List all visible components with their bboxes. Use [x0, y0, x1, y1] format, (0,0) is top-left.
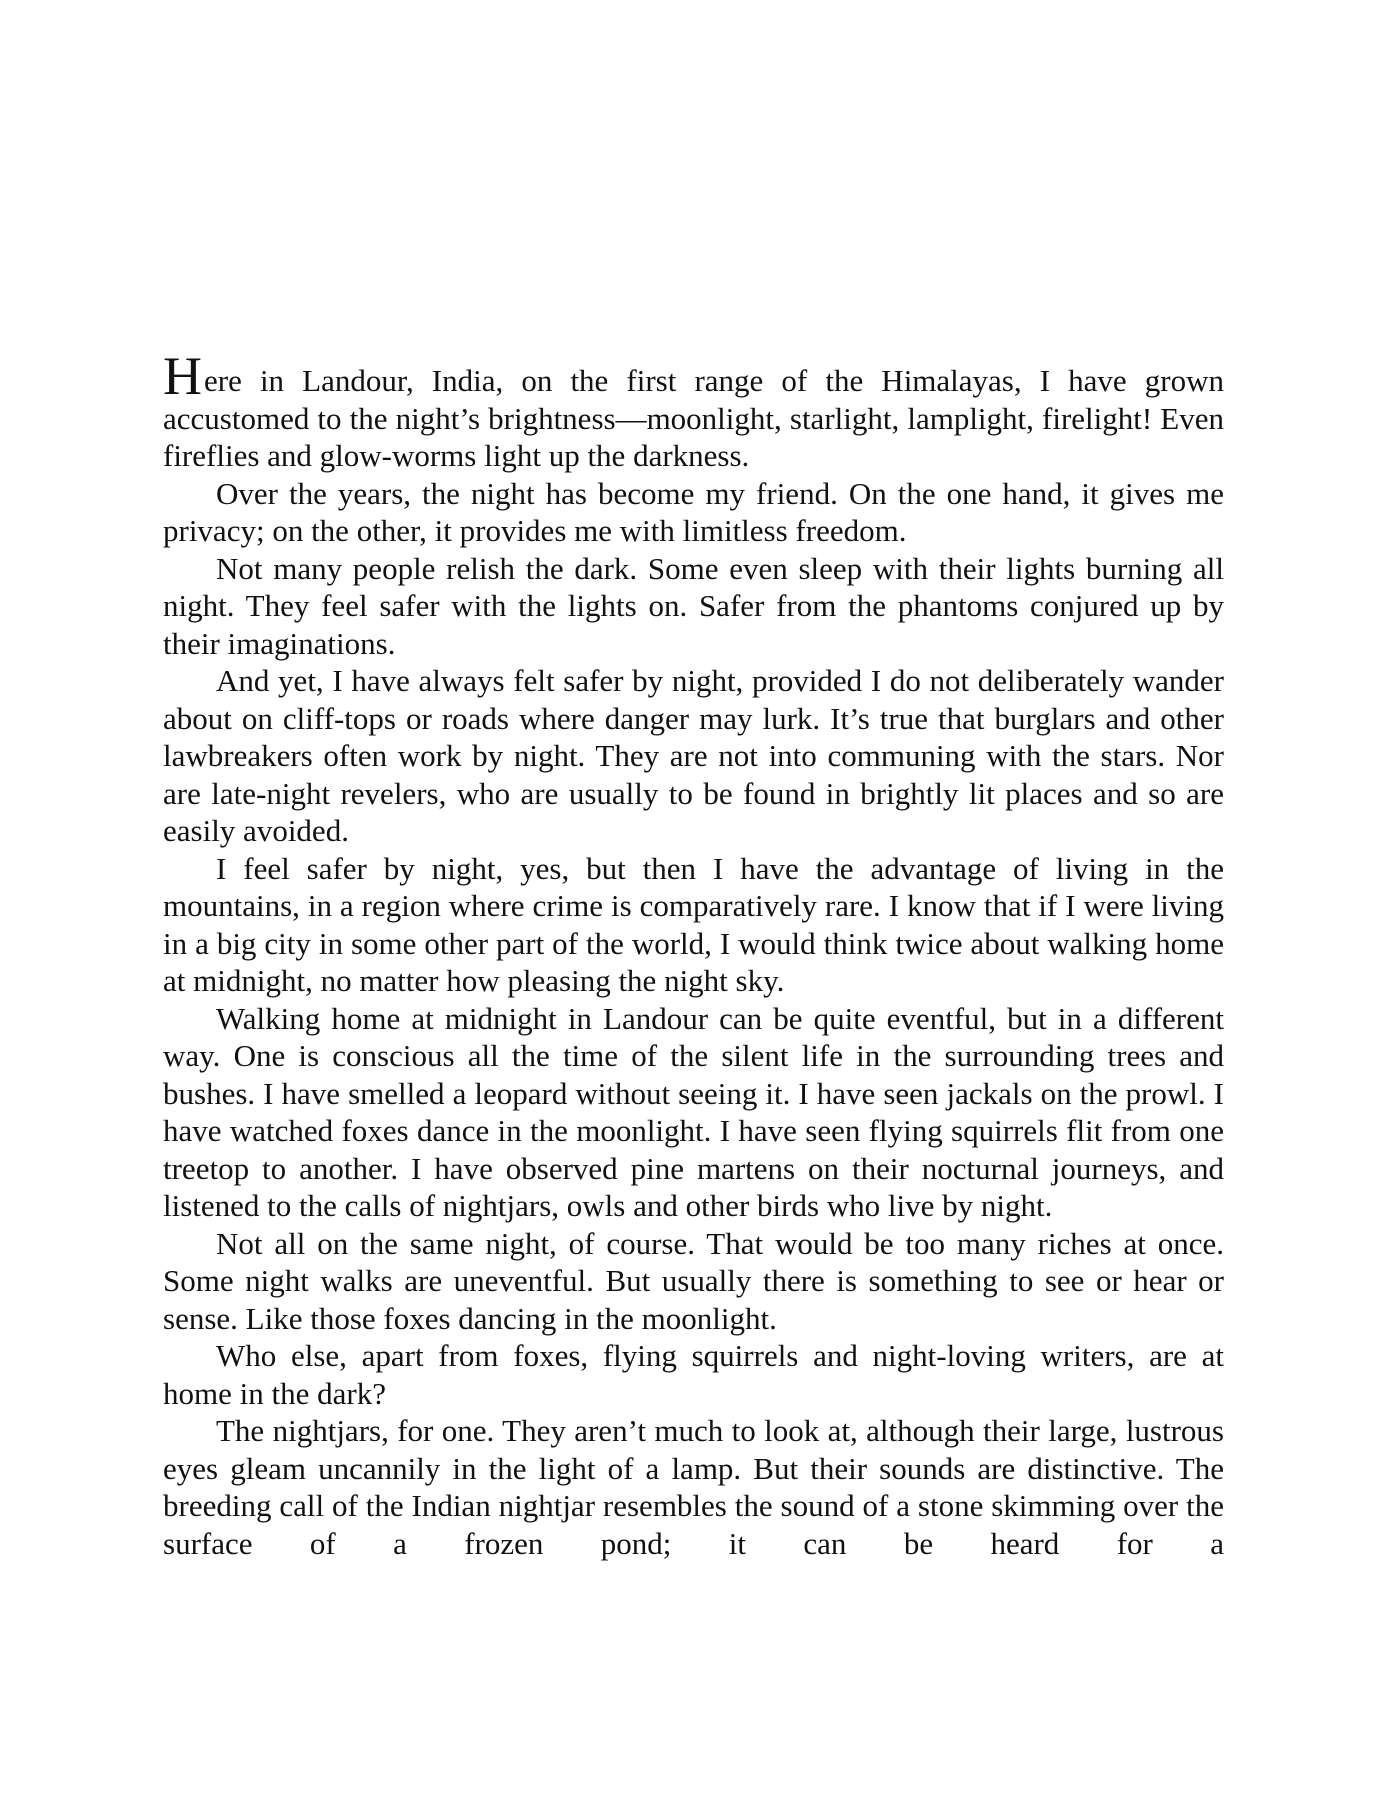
- paragraph-8: Who else, apart from foxes, flying squirrels and night-loving writers, are at home in the dark?: [163, 1338, 1224, 1411]
- paragraph-6: Walking home at midnight in Landour can be quite eventful, but in a different way. One is conscious all the time of the silent life in the surrounding trees and bushes. I have smelled a leopard without seeing it. I have seen jackals on the prowl. I have watched foxes dance in the moonlight. I have seen flying squirrels flit from one treetop to another. I have observed pine martens on their nocturnal journeys, and listened to the calls of nightjars, owls and other birds who live by night.: [163, 1000, 1224, 1223]
- paragraph-1: [163, 346, 1224, 475]
- paragraph-2: Over the years, the night has become my friend. On the one hand, it gives me privacy; on the other, it provides me with limitless freedom.: [163, 475, 1224, 548]
- drop-cap: H: [163, 346, 202, 406]
- paragraph-5: I feel safer by night, yes, but then I have the advantage of living in the mountains, in a region where crime is comparatively rare. I know that if I were living in a big city in some other part of the world, I would think twice about walking home at midnight, no matter how pleasing the night sky.: [163, 850, 1224, 998]
- paragraph-1-text: ere in Landour, India, on the first range of the Himalayas, I have grown accustomed to the night’s brightness—moonlight, starlight, lamplight, firelight! Even fireflies and glow-worms light up the darkness.: [163, 363, 1224, 473]
- paragraph-3: Not many people relish the dark. Some even sleep with their lights burning all night. They feel safer with the lights on. Safer from the phantoms conjured up by their imaginations.: [163, 550, 1224, 661]
- body-text: [163, 346, 1224, 1562]
- paragraph-7: Not all on the same night, of course. That would be too many riches at once. Some night walks are uneventful. But usually there is something to see or hear or sense. Like those foxes dancing in the moonlight.: [163, 1225, 1224, 1336]
- paragraph-4: And yet, I have always felt safer by night, provided I do not deliberately wander about on cliff-tops or roads where danger may lurk. It’s true that burglars and other lawbreakers often work by night. They are not into communing with the stars. Nor are late-night revelers, who are usually to be found in brightly lit places and so are easily avoided.: [163, 663, 1224, 848]
- paragraph-9: The nightjars, for one. They aren’t much to look at, although their large, lustrous eyes gleam uncannily in the light of a lamp. But their sounds are distinctive. The breeding call of the Indian nightjar resembles the sound of a stone skimming over the surface of a frozen pond; it can be heard for a: [163, 1413, 1224, 1561]
